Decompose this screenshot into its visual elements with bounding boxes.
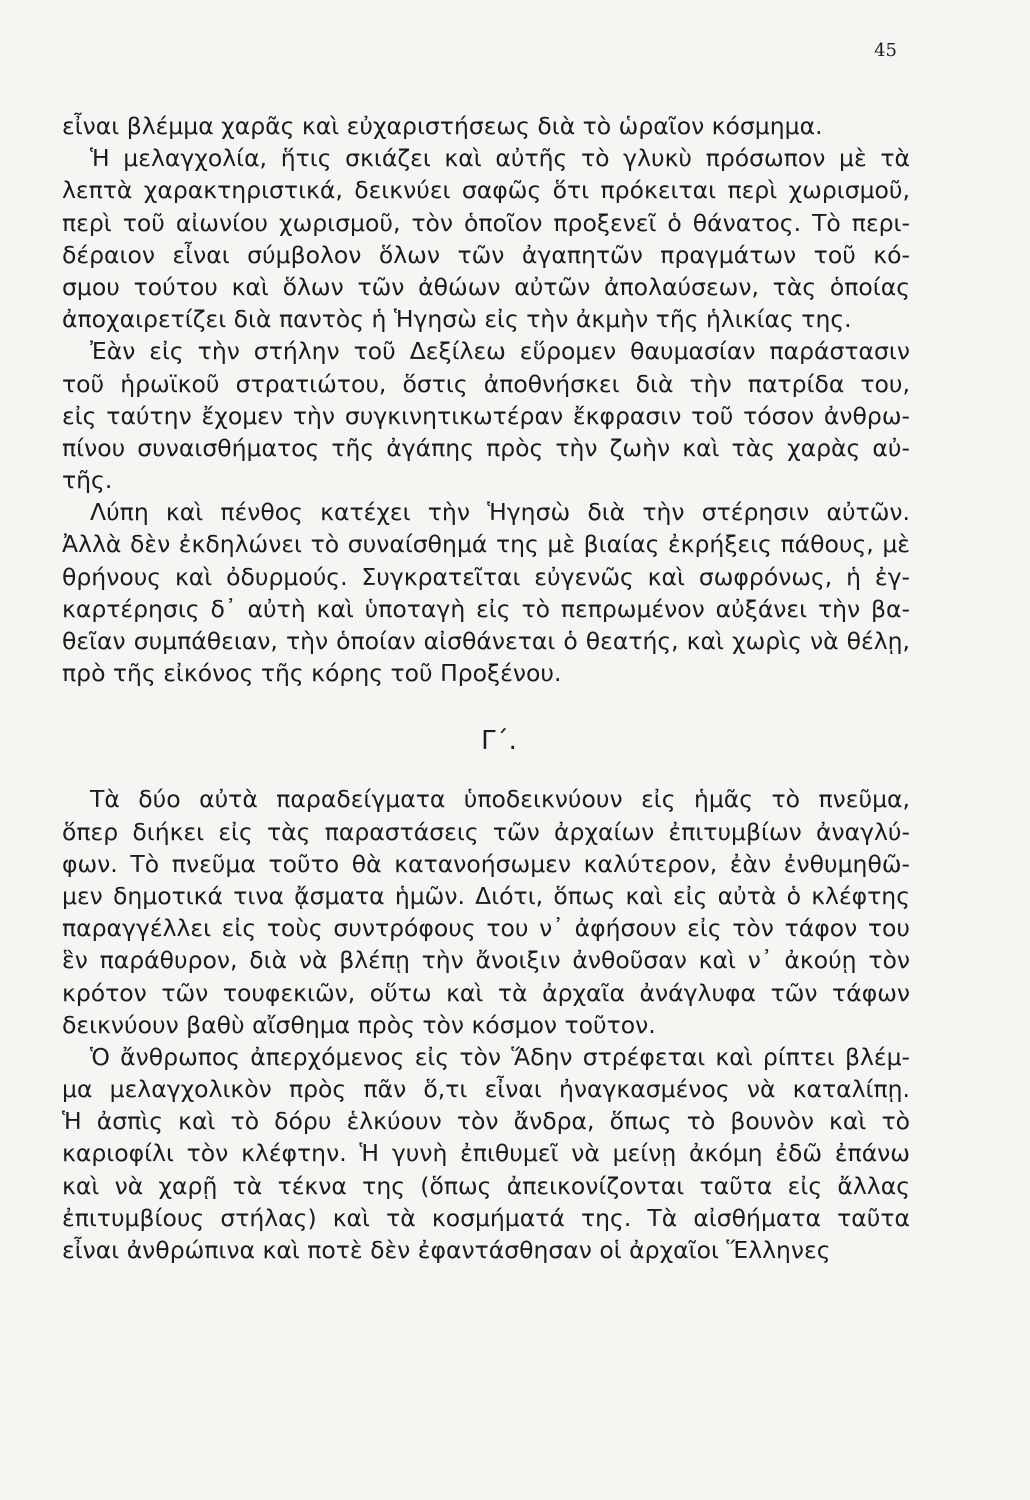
text-line: δεικνύουν βαθὺ αἴσθημα πρὸς τὸν κόσμον τοῦτον.	[62, 1010, 656, 1039]
text-line: πίνου συναισθήματος τῆς ἀγάπης πρὸς τὴν ζωὴν καὶ τὰς χαρὰς αὐ-	[62, 433, 910, 462]
section-heading: Γ΄.	[481, 726, 517, 757]
paragraph	[62, 496, 910, 689]
paragraph	[62, 1041, 910, 1266]
page-number: 45	[874, 40, 897, 61]
text-line: εἰς ταύτην ἔχομεν τὴν συγκινητικωτέραν ἔκφρασιν τοῦ τόσον ἀνθρω-	[62, 401, 910, 430]
paragraph	[62, 335, 910, 496]
text-line: παραγγέλλει εἰς τοὺς συντρόφους του ν᾽ ἀφήσουν εἰς τὸν τάφον του	[62, 914, 910, 943]
text-line: τῆς.	[62, 466, 113, 495]
text-line: ἓν παράθυρον, διὰ νὰ βλέπῃ τὴν ἄνοιξιν ἀνθοῦσαν καὶ ν᾽ ἀκούῃ τὸν	[62, 946, 910, 975]
text-block-after-section	[62, 783, 910, 1266]
text-line: μα μελαγχολικὸν πρὸς πᾶν ὅ,τι εἶναι ἠναγκασμένος νὰ καταλίπῃ.	[62, 1075, 910, 1104]
text-line: σμου τούτου καὶ ὅλων τῶν ἀθώων αὐτῶν ἀπολαύσεων, τὰς ὁποίας	[62, 272, 910, 301]
text-line: θρήνους καὶ ὀδυρμούς. Συγκρατεῖται εὐγενῶς καὶ σωφρόνως, ἡ ἐγ-	[62, 562, 910, 591]
text-line: καρτέρησις δ᾽ αὐτὴ καὶ ὑποταγὴ εἰς τὸ πεπρωμένον αὐξάνει τὴν βα-	[62, 594, 910, 623]
text-line: λεπτὰ χαρακτηριστικά, δεικνύει σαφῶς ὅτι πρόκειται περὶ χωρισμοῦ,	[62, 176, 910, 205]
text-line: Ἐὰν εἰς τὴν στήλην τοῦ Δεξίλεω εὕρομεν θαυμασίαν παράστασιν	[90, 337, 910, 366]
text-line: ὅπερ διήκει εἰς τὰς παραστάσεις τῶν ἀρχαίων ἐπιτυμβίων ἀναγλύ-	[62, 817, 910, 846]
paragraph	[62, 783, 910, 1041]
paragraph	[62, 142, 910, 335]
text-line: ἐπιτυμβίους στήλας) καὶ τὰ κοσμήματά της. Τὰ αἰσθήματα ταῦτα	[62, 1203, 910, 1232]
section-gap-after	[62, 763, 910, 783]
text-line: πρὸ τῆς εἰκόνος τῆς κόρης τοῦ Προξένου.	[62, 659, 562, 688]
text-line: Ἀλλὰ δὲν ἐκδηλώνει τὸ συναίσθημά της μὲ βιαίας ἐκρήξεις πάθους, μὲ	[62, 530, 910, 559]
text-line: Λύπη καὶ πένθος κατέχει τὴν Ἡγησὼ διὰ τὴν στέρησιν αὐτῶν.	[90, 498, 910, 527]
page-body	[62, 110, 910, 1266]
text-line: τοῦ ἡρωϊκοῦ στρατιώτου, ὅστις ἀποθνήσκει διὰ τὴν πατρίδα του,	[62, 369, 910, 398]
text-line: καριοφίλι τὸν κλέφτην. Ἡ γυνὴ ἐπιθυμεῖ νὰ μείνῃ ἀκόμη ἐδῶ ἐπάνω	[62, 1139, 910, 1168]
paragraph	[62, 110, 910, 142]
text-line: Ἡ ἀσπὶς καὶ τὸ δόρυ ἑλκύουν τὸν ἄνδρα, ὅπως τὸ βουνὸν καὶ τὸ	[62, 1107, 910, 1136]
text-line: εἶναι βλέμμα χαρᾶς καὶ εὐχαριστήσεως διὰ τὸ ὡραῖον κόσμημα.	[62, 112, 823, 140]
text-line: εἶναι ἀνθρώπινα καὶ ποτὲ δὲν ἐφαντάσθησαν οἱ ἀρχαῖοι Ἕλληνες	[62, 1236, 831, 1264]
text-line: θεῖαν συμπάθειαν, τὴν ὁποίαν αἰσθάνεται ὁ θεατής, καὶ χωρὶς νὰ θέλῃ,	[62, 627, 910, 655]
text-line: ἀποχαιρετίζει διὰ παντὸς ἡ Ἡγησὼ εἰς τὴν ἀκμὴν τῆς ἡλικίας της.	[62, 305, 852, 334]
text-line: μεν δημοτικά τινα ᾄσματα ἡμῶν. Διότι, ὅπως καὶ εἰς αὐτὰ ὁ κλέφτης	[62, 881, 910, 910]
text-line: κρότον τῶν τουφεκιῶν, οὕτω καὶ τὰ ἀρχαῖα ἀνάγλυφα τῶν τάφων	[62, 978, 910, 1007]
text-line: Ὁ ἄνθρωπος ἀπερχόμενος εἰς τὸν Ἅδην στρέφεται καὶ ρίπτει βλέμ-	[90, 1042, 910, 1071]
text-block-before-section	[62, 110, 910, 689]
text-line: Τὰ δύο αὐτὰ παραδείγματα ὑποδεικνύουν εἰς ἡμᾶς τὸ πνεῦμα,	[90, 785, 910, 814]
text-line: Ἡ μελαγχολία, ἥτις σκιάζει καὶ αὐτῆς τὸ γλυκὺ πρόσωπον μὲ τὰ	[90, 144, 910, 173]
text-line: δέραιον εἶναι σύμβολον ὅλων τῶν ἀγαπητῶν πραγμάτων τοῦ κό-	[62, 240, 910, 269]
text-line: φων. Τὸ πνεῦμα τοῦτο θὰ κατανοήσωμεν καλύτερον, ἐὰν ἐνθυμηθῶ-	[62, 849, 910, 878]
text-line: καὶ νὰ χαρῇ τὰ τέκνα της (ὅπως ἀπεικονίζονται ταῦτα εἰς ἄλλας	[62, 1171, 910, 1200]
text-line: περὶ τοῦ αἰωνίου χωρισμοῦ, τὸν ὁποῖον προξενεῖ ὁ θάνατος. Τὸ περι-	[62, 208, 910, 237]
section-gap	[62, 689, 910, 719]
